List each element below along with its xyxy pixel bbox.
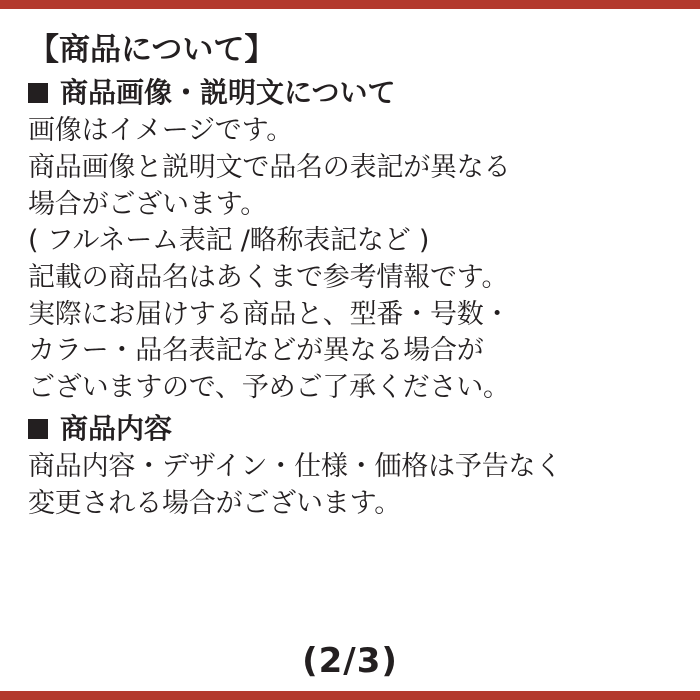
section-heading-product-images	[28, 75, 686, 111]
body-line: 変更される場合がございます。	[28, 487, 402, 519]
document-content	[28, 31, 686, 523]
body-line: 画像はイメージです。	[28, 115, 294, 147]
body-line: 場合がございます。	[28, 188, 268, 220]
section-heading-label: 商品内容	[60, 411, 173, 445]
body-line: ( フルネーム表記 /略称表記など )	[28, 225, 430, 257]
body-line: ございますので、予めご了承ください。	[28, 372, 510, 404]
square-bullet-icon	[28, 419, 48, 439]
page-title: 【商品について】	[28, 32, 276, 68]
body-line: カラー・品名表記などが異なる場合が	[28, 335, 484, 367]
section-heading-label: 商品画像・説明文について	[60, 75, 396, 109]
section-heading-product-contents	[28, 411, 686, 447]
body-line: 記載の商品名はあくまで参考情報です。	[28, 261, 509, 293]
page-indicator: (2/3)	[302, 641, 398, 681]
square-bullet-icon	[28, 83, 48, 103]
body-line: 商品内容・デザイン・仕様・価格は予告なく	[28, 451, 563, 483]
body-line: 実際にお届けする商品と、型番・号数・	[28, 298, 511, 330]
body-line: 商品画像と説明文で品名の表記が異なる	[28, 151, 511, 183]
